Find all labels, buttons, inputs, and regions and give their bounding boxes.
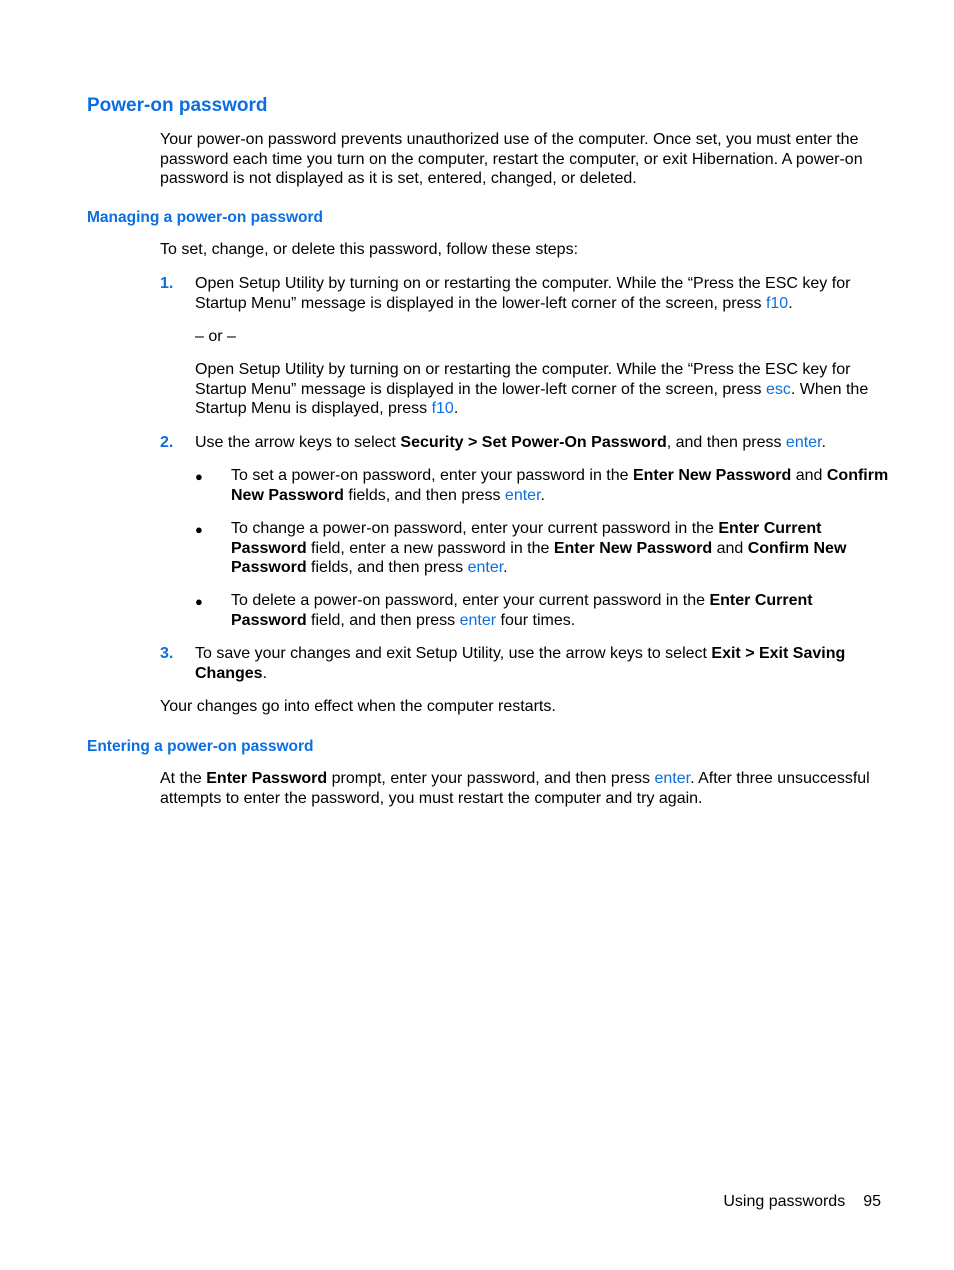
managing-closing: Your changes go into effect when the computer restarts. [160, 698, 556, 715]
step-3-text [195, 644, 895, 683]
step-2-menu-path: Security > Set Power-On Password [400, 434, 667, 451]
or-separator: – or – [195, 328, 236, 345]
bullet-set-password [231, 466, 891, 505]
enter-key: enter [654, 770, 691, 787]
step-1b-end: . [453, 400, 459, 417]
section-heading-entering: Entering a power-on password [87, 738, 314, 755]
enter-password-prompt: Enter Password [206, 770, 328, 787]
bullet-change-password [231, 519, 891, 578]
bullet-2-b1: Enter Current Password [231, 520, 822, 557]
bullet-3-t1: To delete a power-on password, enter your current password in the [231, 592, 710, 609]
bullet-icon: ● [195, 594, 203, 609]
step-1a-end: . [788, 294, 793, 312]
bullet-1-t3: fields, and then press [343, 486, 505, 504]
bullet-2-t4: fields, and then press [306, 559, 468, 576]
step-2-end: . [821, 434, 826, 451]
bullet-1-t1: To set a power-on password, enter your password in the [231, 467, 633, 484]
step-3-t1: To save your changes and exit Setup Utility, use the arrow keys to select [195, 645, 712, 662]
entering-t3: . After three unsuccessful attempts to enter the password, you must restart the computer and try again. [160, 770, 870, 807]
bullet-2-t1: To change a power-on password, enter your current password in the [231, 520, 719, 537]
bullet-2-end: . [503, 559, 508, 576]
bullet-2-t3: and [712, 539, 748, 557]
step-1-option-a [195, 274, 895, 313]
page-number: 95 [863, 1193, 881, 1210]
page-footer [723, 1192, 881, 1212]
bullet-icon: ● [195, 522, 203, 537]
entering-t2: prompt, enter your password, and then press [327, 770, 655, 787]
f10-key: f10 [765, 294, 789, 312]
section-heading-managing: Managing a power-on password [87, 209, 323, 226]
entering-paragraph [160, 769, 890, 808]
managing-lead: To set, change, or delete this password, follow these steps: [160, 241, 579, 258]
step-1a-text: Open Setup Utility by turning on or restarting the computer. While the “Press the ESC key for Startup Menu” message is displayed in the lower-left corner of the screen, press [195, 275, 851, 312]
step-3-end: . [262, 664, 268, 682]
page-title: Power-on password [87, 95, 268, 116]
bullet-delete-password [231, 591, 891, 630]
enter-key: enter [459, 611, 497, 629]
step-1-option-b [195, 360, 895, 419]
bullet-1-t2: and [791, 467, 827, 484]
bullet-icon: ● [195, 469, 203, 484]
enter-key: enter [467, 559, 504, 576]
step-2-t2: , and then press [666, 434, 786, 451]
step-2-text [195, 433, 895, 453]
step-number-2: 2. [160, 434, 174, 451]
enter-key: enter [785, 434, 822, 451]
step-1b-text1: Open Setup Utility by turning on or restarting the computer. While the “Press the ESC key for Startup Menu” message is displayed in the lower-left corner of the screen, press [195, 361, 851, 398]
bullet-2-b2: Enter New Password [553, 539, 713, 557]
bullet-1-end: . [540, 486, 545, 504]
bullet-3-t2: field, and then press [306, 611, 460, 629]
bullet-2-b3: Confirm New Password [231, 539, 847, 576]
bullet-1-b1: Enter New Password [632, 467, 792, 484]
step-number-3: 3. [160, 645, 174, 662]
step-2-t1: Use the arrow keys to select [195, 434, 401, 451]
esc-key: esc [765, 380, 791, 398]
bullet-3-b1: Enter Current Password [231, 592, 813, 629]
intro-paragraph: Your power-on password prevents unauthorized use of the computer. Once set, you must enter the password each time you turn on the computer, restart the computer, or exit Hibernation. A power-on password is not displayed as it is set, entered, changed, or deleted. [160, 131, 863, 187]
entering-t1: At the [160, 770, 207, 787]
step-number-1: 1. [160, 275, 174, 292]
bullet-1-b2: Confirm New Password [231, 467, 889, 504]
bullet-2-t2: field, enter a new password in the [306, 539, 554, 557]
footer-section: Using passwords [723, 1193, 846, 1210]
f10-key: f10 [431, 400, 454, 417]
enter-key: enter [504, 486, 541, 504]
step-1b-text2: . When the Startup Menu is displayed, press [195, 380, 869, 417]
step-3-menu-path: Exit > Exit Saving Changes [195, 645, 846, 682]
bullet-3-end: four times. [496, 611, 576, 629]
